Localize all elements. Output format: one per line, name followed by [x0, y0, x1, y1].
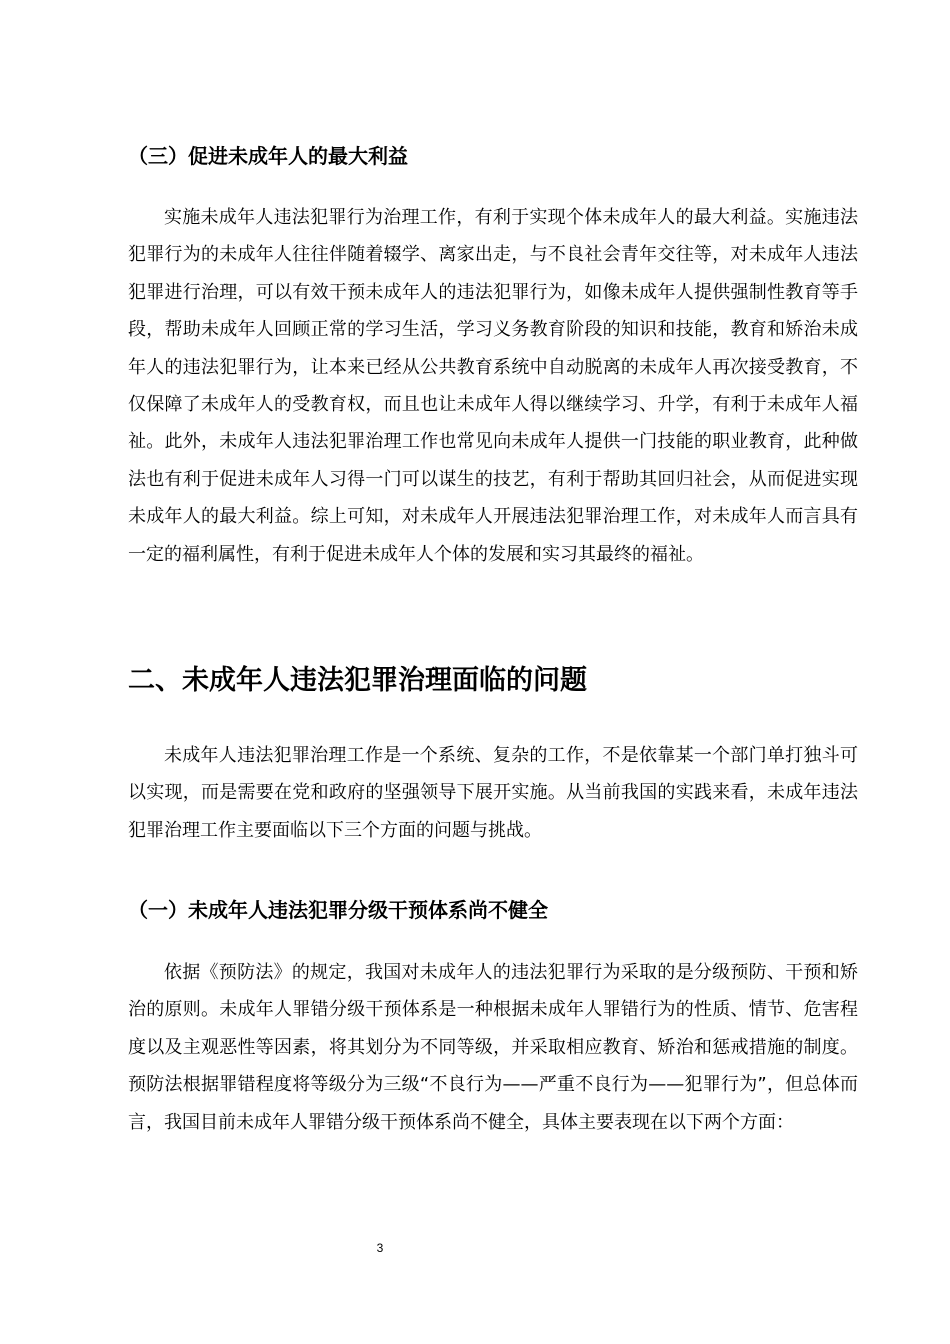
paragraph-best-interest: 实施未成年人违法犯罪行为治理工作，有利于实现个体未成年人的最大利益。实施违法犯罪行为的未成年人往往伴随着辍学、离家出走，与不良社会青年交往等，对未成年人违法犯罪进行治理，可以有效干预未成年人的违法犯罪行为，如像未成年人提供强制性教育等手段，帮助未成年人回顾正常的学习生活，学习义务教育阶段的知识和技能，教育和矫治未成年人的违法犯罪行为，让本来已经从公共教育系统中自动脱离的未成年人再次接受教育，不仅保障了未成年人的受教育权，而且也让未成年人得以继续学习、升学，有利于未成年人福祉。此外，未成年人违法犯罪治理工作也常见向未成年人提供一门技能的职业教育，此种做法也有利于促进未成年人习得一门可以谋生的技艺，有利于帮助其回归社会，从而促进实现未成年人的最大利益。综上可知，对未成年人开展违法犯罪治理工作，对未成年人而言具有一定的福利属性，有利于促进未成年人个体的发展和实习其最终的福祉。 — [128, 207, 858, 565]
section-heading-promote-best-interest: （三）促进未成年人的最大利益 — [128, 144, 408, 168]
section-heading-intervention-system: （一）未成年人违法犯罪分级干预体系尚不健全 — [128, 898, 548, 922]
chapter-heading-problems: 二、未成年人违法犯罪治理面临的问题 — [128, 665, 587, 696]
paragraph-intervention-system: 依据《预防法》的规定，我国对未成年人的违法犯罪行为采取的是分级预防、干预和矫治的原则。未成年人罪错分级干预体系是一种根据未成年人罪错行为的性质、情节、危害程度以及主观恶性等因素，将其划分为不同等级，并采取相应教育、矫治和惩戒措施的制度。预防法根据罪错程度将等级分为三级“不良行为——严重不良行为——犯罪行为”，但总体而言，我国目前未成年人罪错分级干预体系尚不健全，具体主要表现在以下两个方面： — [128, 962, 858, 1133]
paragraph-problems-intro: 未成年人违法犯罪治理工作是一个系统、复杂的工作，不是依靠某一个部门单打独斗可以实现，而是需要在党和政府的坚强领导下展开实施。从当前我国的实践来看，未成年违法犯罪治理工作主要面临以下三个方面的问题与挑战。 — [128, 745, 858, 841]
page-number: 3 — [376, 1241, 384, 1255]
